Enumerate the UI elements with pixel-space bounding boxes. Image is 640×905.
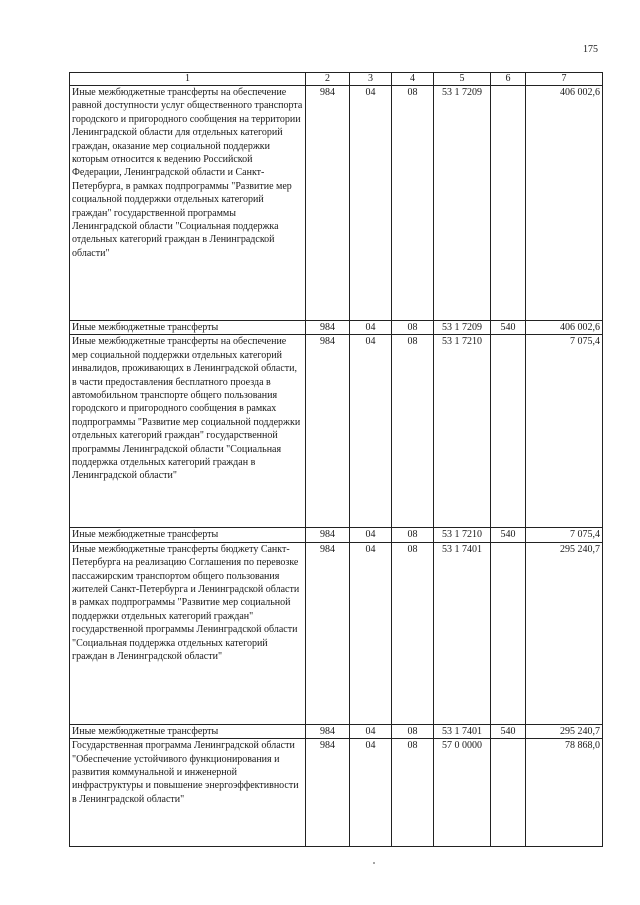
- cell-name: Иные межбюджетные трансферты на обеспечение мер социальной поддержки отдельных категорий инвалидов, проживающих в Ленинградской области, в части предоставления бесплатного проезда в автомобильном транспорте общего пользования городского и пригородного сообщения в рамках подпрограммы "Развитие мер социальной поддержки отдельных категорий граждан" государственной программы Ленинградской области "Социальная поддержка отдельных категорий граждан в Ленинградской области": [70, 335, 306, 528]
- cell-ministry-code: 984: [306, 724, 350, 738]
- cell-ministry-code: 984: [306, 542, 350, 724]
- cell-name: Иные межбюджетные трансферты на обеспечение равной доступности услуг общественного транспорта городского и пригородного сообщения на территории Ленинградской области для отдельных категорий граждан, оказание мер социальной поддержки которым относится к ведению Российской Федерации, Ленинградской области и Санкт-Петербурга, в рамках подпрограммы "Развитие мер социальной поддержки отдельных категорий граждан" государственной программы Ленинградской области "Социальная поддержка отдельных категорий граждан в Ленинградской области": [70, 86, 306, 321]
- stray-dot: [373, 862, 375, 864]
- cell-section: 04: [350, 86, 392, 321]
- table-row: [70, 321, 603, 335]
- header-col-4: 4: [392, 73, 434, 86]
- cell-section: 04: [350, 335, 392, 528]
- cell-section: 04: [350, 724, 392, 738]
- cell-target-article: 53 1 7210: [434, 335, 491, 528]
- cell-target-article: 53 1 7209: [434, 86, 491, 321]
- cell-subsection: 08: [392, 86, 434, 321]
- table-row: [70, 542, 603, 724]
- cell-expense-type: [491, 86, 526, 321]
- cell-subsection: 08: [392, 528, 434, 542]
- page-number: 175: [583, 44, 598, 55]
- cell-name: Иные межбюджетные трансферты: [70, 724, 306, 738]
- cell-section: 04: [350, 542, 392, 724]
- table-row: [70, 335, 603, 528]
- cell-amount: 295 240,7: [526, 724, 603, 738]
- cell-section: 04: [350, 321, 392, 335]
- cell-ministry-code: 984: [306, 528, 350, 542]
- cell-expense-type: [491, 739, 526, 847]
- cell-ministry-code: 984: [306, 739, 350, 847]
- cell-name: Иные межбюджетные трансферты бюджету Санкт-Петербурга на реализацию Соглашения по перевозке пассажирским транспортом общего пользования жителей Санкт-Петербурга и Ленинградской области в рамках подпрограммы "Развитие мер социальной поддержки отдельных категорий граждан" государственной программы Ленинградской области "Социальная поддержка отдельных категорий граждан в Ленинградской области": [70, 542, 306, 724]
- cell-expense-type: 540: [491, 528, 526, 542]
- cell-ministry-code: 984: [306, 335, 350, 528]
- table-header-row: [70, 73, 603, 86]
- cell-target-article: 53 1 7210: [434, 528, 491, 542]
- cell-expense-type: [491, 335, 526, 528]
- table-row: [70, 724, 603, 738]
- cell-amount: 295 240,7: [526, 542, 603, 724]
- header-col-1: 1: [70, 73, 306, 86]
- cell-target-article: 57 0 0000: [434, 739, 491, 847]
- table-row: [70, 86, 603, 321]
- cell-subsection: 08: [392, 335, 434, 528]
- cell-target-article: 53 1 7401: [434, 724, 491, 738]
- cell-expense-type: 540: [491, 724, 526, 738]
- header-col-2: 2: [306, 73, 350, 86]
- cell-subsection: 08: [392, 542, 434, 724]
- cell-expense-type: [491, 542, 526, 724]
- cell-name: Иные межбюджетные трансферты: [70, 528, 306, 542]
- budget-table: [69, 72, 603, 847]
- cell-amount: 406 002,6: [526, 86, 603, 321]
- header-col-6: 6: [491, 73, 526, 86]
- cell-ministry-code: 984: [306, 321, 350, 335]
- cell-subsection: 08: [392, 724, 434, 738]
- header-col-3: 3: [350, 73, 392, 86]
- cell-target-article: 53 1 7401: [434, 542, 491, 724]
- cell-section: 04: [350, 739, 392, 847]
- cell-name: Государственная программа Ленинградской области "Обеспечение устойчивого функционирования и развития коммунальной и инженерной инфраструктуры и повышение энергоэффективности в Ленинградской области": [70, 739, 306, 847]
- cell-target-article: 53 1 7209: [434, 321, 491, 335]
- header-col-5: 5: [434, 73, 491, 86]
- cell-amount: 7 075,4: [526, 528, 603, 542]
- cell-section: 04: [350, 528, 392, 542]
- cell-subsection: 08: [392, 739, 434, 847]
- cell-amount: 78 868,0: [526, 739, 603, 847]
- cell-expense-type: 540: [491, 321, 526, 335]
- cell-amount: 406 002,6: [526, 321, 603, 335]
- table-row: [70, 739, 603, 847]
- cell-subsection: 08: [392, 321, 434, 335]
- cell-amount: 7 075,4: [526, 335, 603, 528]
- table-row: [70, 528, 603, 542]
- header-col-7: 7: [526, 73, 603, 86]
- cell-ministry-code: 984: [306, 86, 350, 321]
- cell-name: Иные межбюджетные трансферты: [70, 321, 306, 335]
